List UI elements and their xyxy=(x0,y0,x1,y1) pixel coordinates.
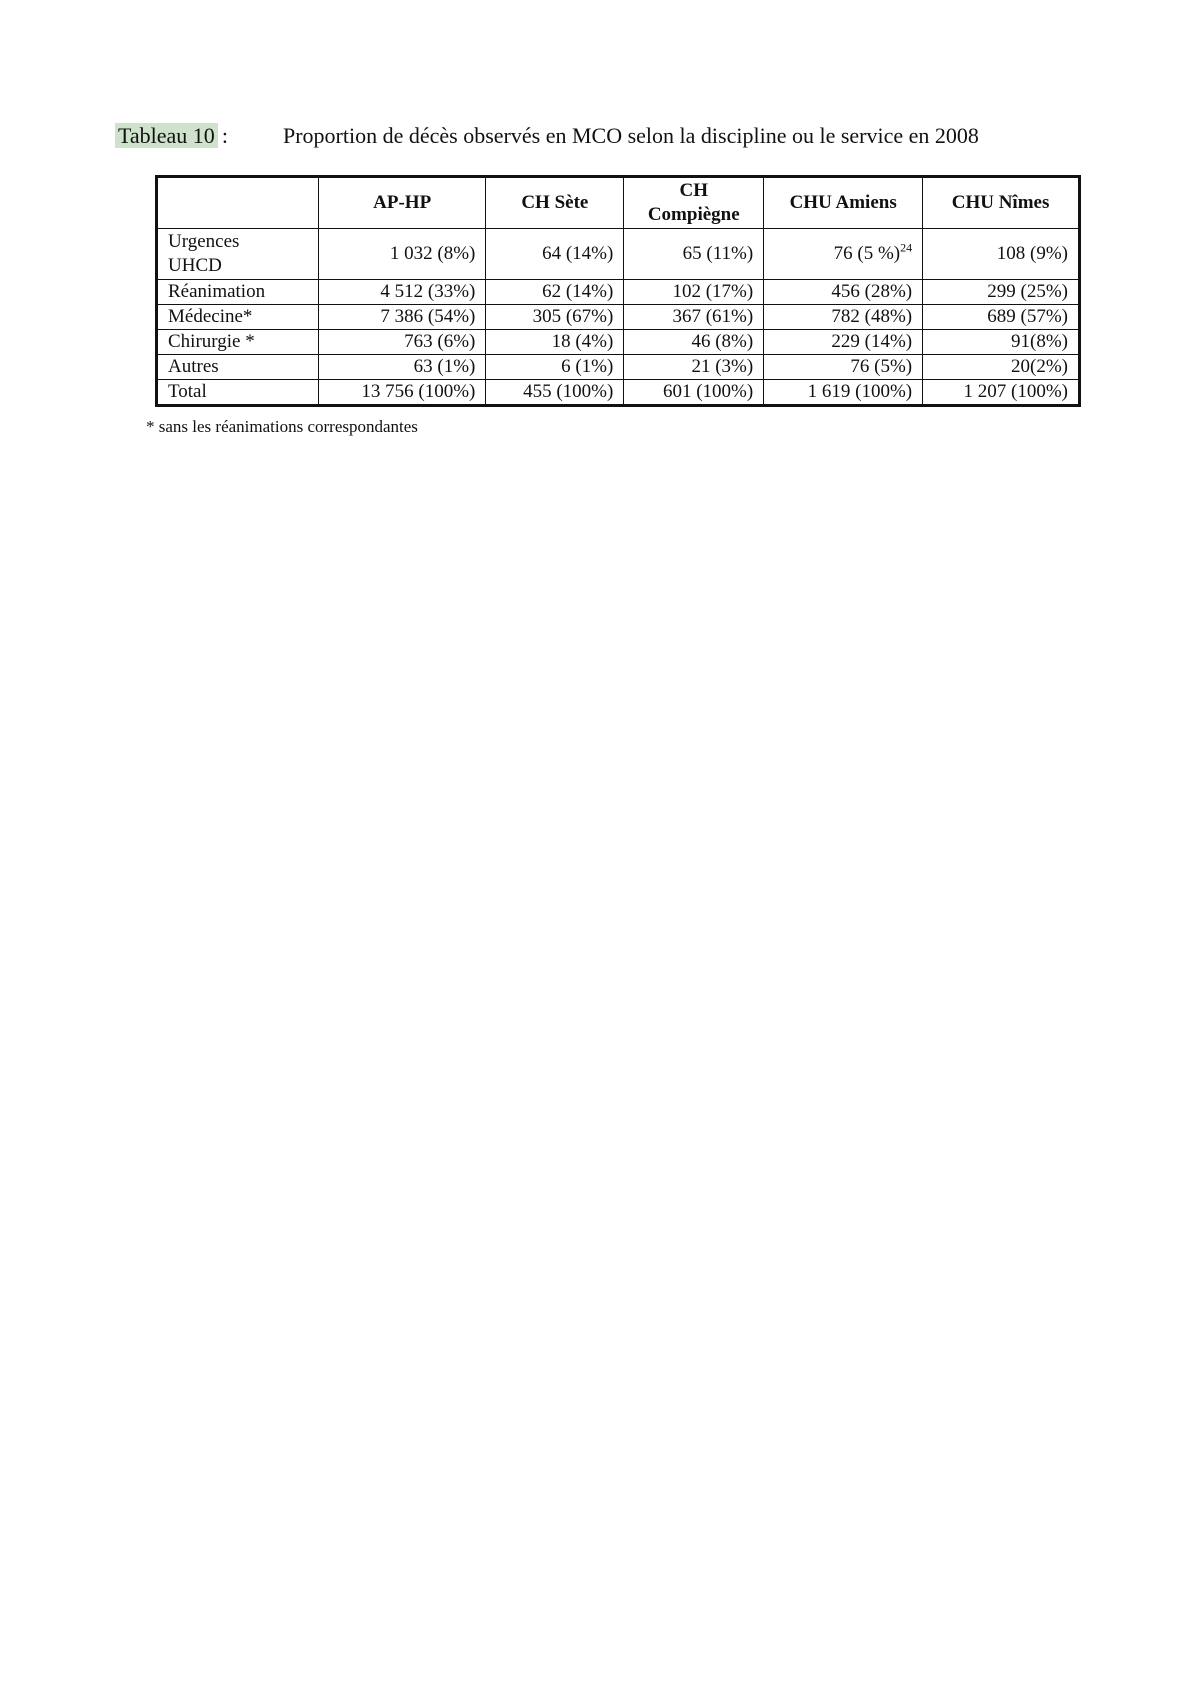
header-empty xyxy=(157,177,319,229)
header-ch-sete: CH Sète xyxy=(486,177,624,229)
cell-ap-hp: 13 756 (100%) xyxy=(319,380,486,406)
row-label xyxy=(157,229,319,280)
caption-title: Proportion de décès observés en MCO selon la discipline ou le service en 2008 xyxy=(283,123,979,148)
deaths-table xyxy=(155,175,1081,407)
cell-chu-nimes: 91(8%) xyxy=(923,330,1080,355)
cell-chu-amiens xyxy=(764,229,923,280)
cell-chu-amiens: 1 619 (100%) xyxy=(764,380,923,406)
header-ch-compiegne-line1: CH xyxy=(679,180,708,201)
cell-value: 76 (5 %) xyxy=(833,243,901,264)
cell-chu-nimes: 20(2%) xyxy=(923,355,1080,380)
cell-ch-sete: 305 (67%) xyxy=(486,305,624,330)
cell-ch-compiegne: 367 (61%) xyxy=(624,305,764,330)
row-label: Total xyxy=(157,380,319,406)
cell-ch-sete: 62 (14%) xyxy=(486,280,624,305)
cell-chu-amiens: 229 (14%) xyxy=(764,330,923,355)
table-row xyxy=(157,355,1080,380)
table-row xyxy=(157,280,1080,305)
table-caption xyxy=(115,121,979,151)
cell-ch-compiegne: 102 (17%) xyxy=(624,280,764,305)
cell-ap-hp: 4 512 (33%) xyxy=(319,280,486,305)
header-ch-compiegne-line2: Compiègne xyxy=(647,204,740,225)
cell-ch-sete: 64 (14%) xyxy=(486,229,624,280)
cell-ch-sete: 18 (4%) xyxy=(486,330,624,355)
row-label: Chirurgie * xyxy=(157,330,319,355)
cell-ap-hp: 7 386 (54%) xyxy=(319,305,486,330)
cell-ch-sete: 455 (100%) xyxy=(486,380,624,406)
table-footnote: * sans les réanimations correspondantes xyxy=(146,417,418,436)
table-row xyxy=(157,305,1080,330)
header-chu-amiens: CHU Amiens xyxy=(764,177,923,229)
cell-ch-compiegne: 46 (8%) xyxy=(624,330,764,355)
header-ap-hp: AP-HP xyxy=(319,177,486,229)
caption-label: Tableau 10 xyxy=(115,123,218,148)
cell-chu-amiens: 456 (28%) xyxy=(764,280,923,305)
cell-ch-compiegne: 65 (11%) xyxy=(624,229,764,280)
cell-chu-nimes: 1 207 (100%) xyxy=(923,380,1080,406)
cell-ch-compiegne: 21 (3%) xyxy=(624,355,764,380)
cell-ap-hp: 763 (6%) xyxy=(319,330,486,355)
header-ch-compiegne xyxy=(624,177,764,229)
table-row-total xyxy=(157,380,1080,406)
cell-chu-nimes: 108 (9%) xyxy=(923,229,1080,280)
cell-chu-amiens: 76 (5%) xyxy=(764,355,923,380)
row-label: Médecine* xyxy=(157,305,319,330)
cell-chu-nimes: 299 (25%) xyxy=(923,280,1080,305)
table-row xyxy=(157,229,1080,280)
header-row xyxy=(157,177,1080,229)
cell-chu-nimes: 689 (57%) xyxy=(923,305,1080,330)
row-label: Réanimation xyxy=(157,280,319,305)
row-label-line2: UHCD xyxy=(168,255,222,276)
cell-chu-amiens: 782 (48%) xyxy=(764,305,923,330)
footnote-ref: 24 xyxy=(900,240,913,255)
caption-colon: : xyxy=(221,123,228,148)
cell-ap-hp: 1 032 (8%) xyxy=(319,229,486,280)
row-label: Autres xyxy=(157,355,319,380)
cell-ch-sete: 6 (1%) xyxy=(486,355,624,380)
table-row xyxy=(157,330,1080,355)
cell-ch-compiegne: 601 (100%) xyxy=(624,380,764,406)
cell-ap-hp: 63 (1%) xyxy=(319,355,486,380)
row-label-line1: Urgences xyxy=(168,231,240,252)
header-chu-nimes: CHU Nîmes xyxy=(923,177,1080,229)
